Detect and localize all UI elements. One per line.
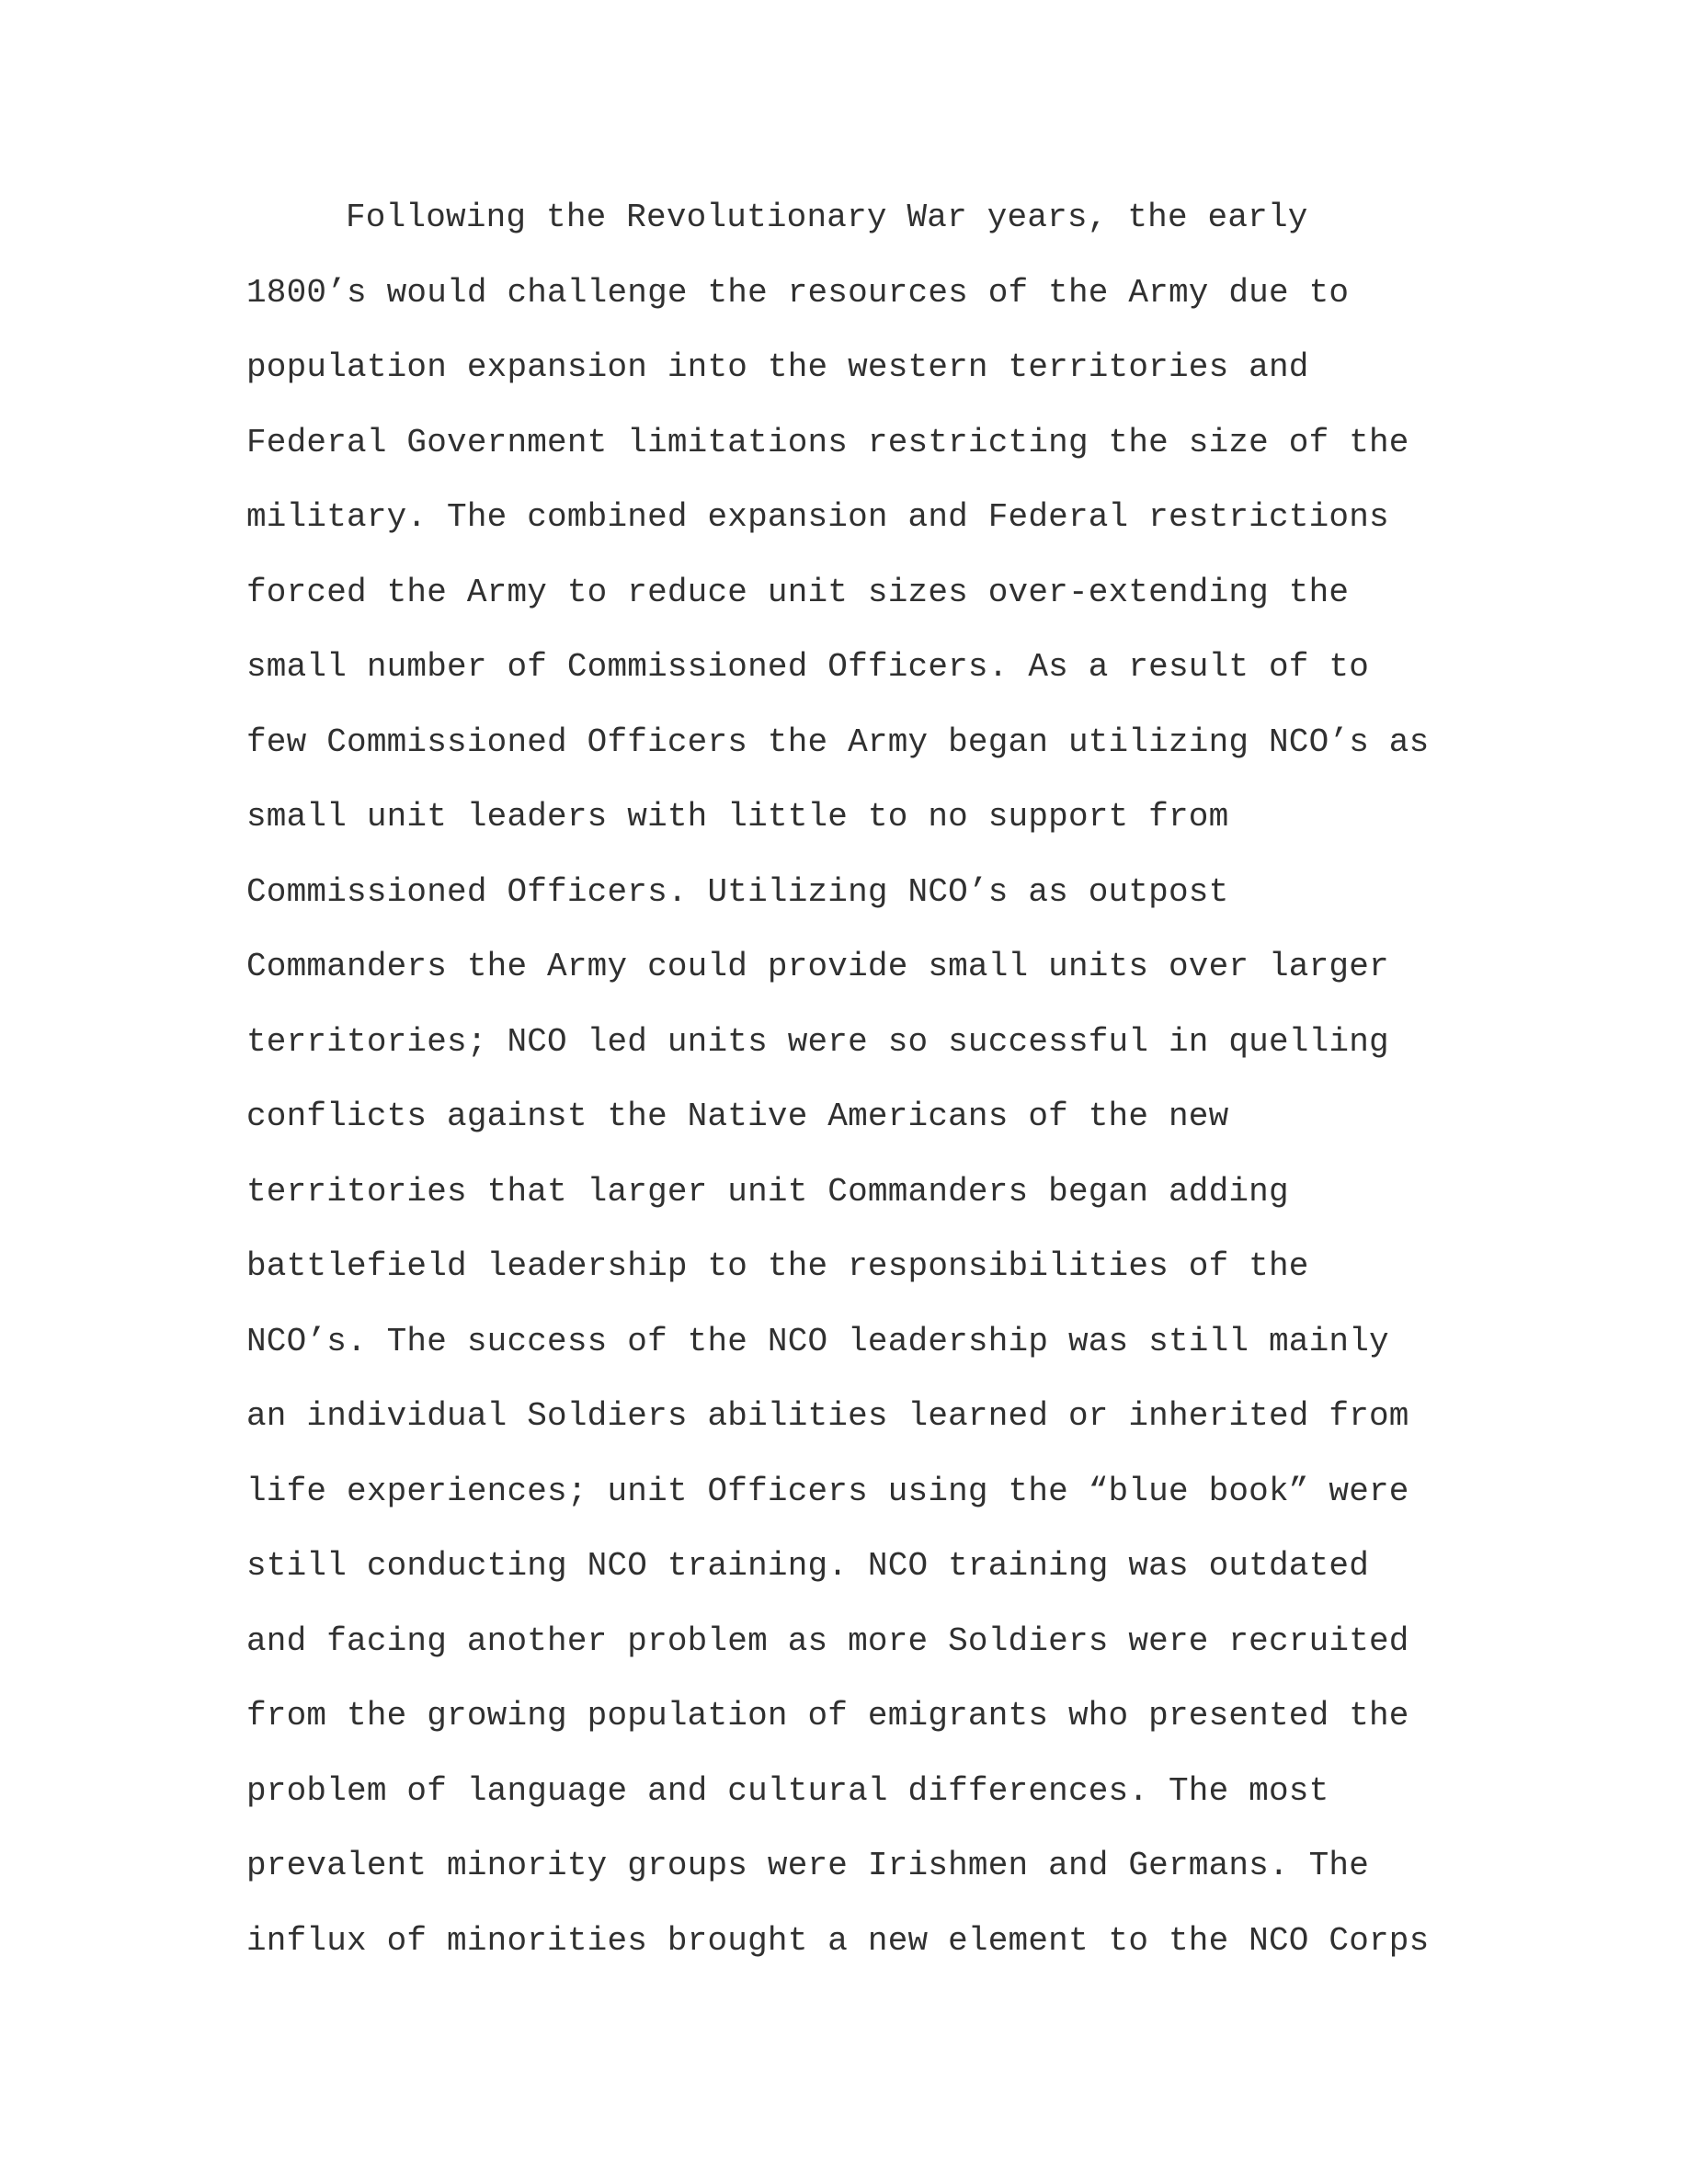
paragraph-line: Commissioned Officers. Utilizing NCO’s as outpost [246,872,1229,911]
paragraph-line: military. The combined expansion and Federal restrictions [246,498,1389,536]
paragraph-line: population expansion into the western territories and [246,348,1309,386]
paragraph-line: small unit leaders with little to no support from [246,798,1229,836]
paragraph-line: still conducting NCO training. NCO training was outdated [246,1547,1369,1585]
paragraph-line: problem of language and cultural differences. The most [246,1771,1329,1810]
paragraph-line: Following the Revolutionary War years, the early [346,199,1308,236]
paragraph-line: influx of minorities brought a new element to the NCO Corps [246,1921,1430,1960]
paragraph-line: small number of Commissioned Officers. As a result of to [246,648,1369,686]
paragraph-line: forced the Army to reduce unit sizes over-extending the [246,573,1350,611]
paragraph-line: few Commissioned Officers the Army began utilizing NCO’s as [246,722,1430,761]
paragraph-line: an individual Soldiers abilities learned or inherited from [246,1397,1409,1435]
paragraph-line: 1800’s would challenge the resources of the Army due to [246,273,1350,312]
paragraph-line: from the growing population of emigrants who presented the [246,1697,1409,1735]
paragraph-line: NCO’s. The success of the NCO leadership was still mainly [246,1322,1389,1360]
paragraph-line: conflicts against the Native Americans of the new [246,1098,1229,1135]
paragraph-line: prevalent minority groups were Irishmen and Germans. The [246,1847,1369,1884]
paragraph-line: Federal Government limitations restricting the size of the [246,423,1409,461]
paragraph-line: battlefield leadership to the responsibilities of the [246,1247,1309,1285]
paragraph-line: territories that larger unit Commanders began adding [246,1172,1289,1211]
paragraph-line: and facing another problem as more Soldiers were recruited [246,1621,1409,1660]
body-paragraph [246,193,1534,1991]
paragraph-line: Commanders the Army could provide small units over larger [246,948,1389,985]
paragraph-line: territories; NCO led units were so successful in quelling [246,1022,1389,1061]
paragraph-line: life experiences; unit Officers using the “blue book” were [246,1472,1409,1510]
